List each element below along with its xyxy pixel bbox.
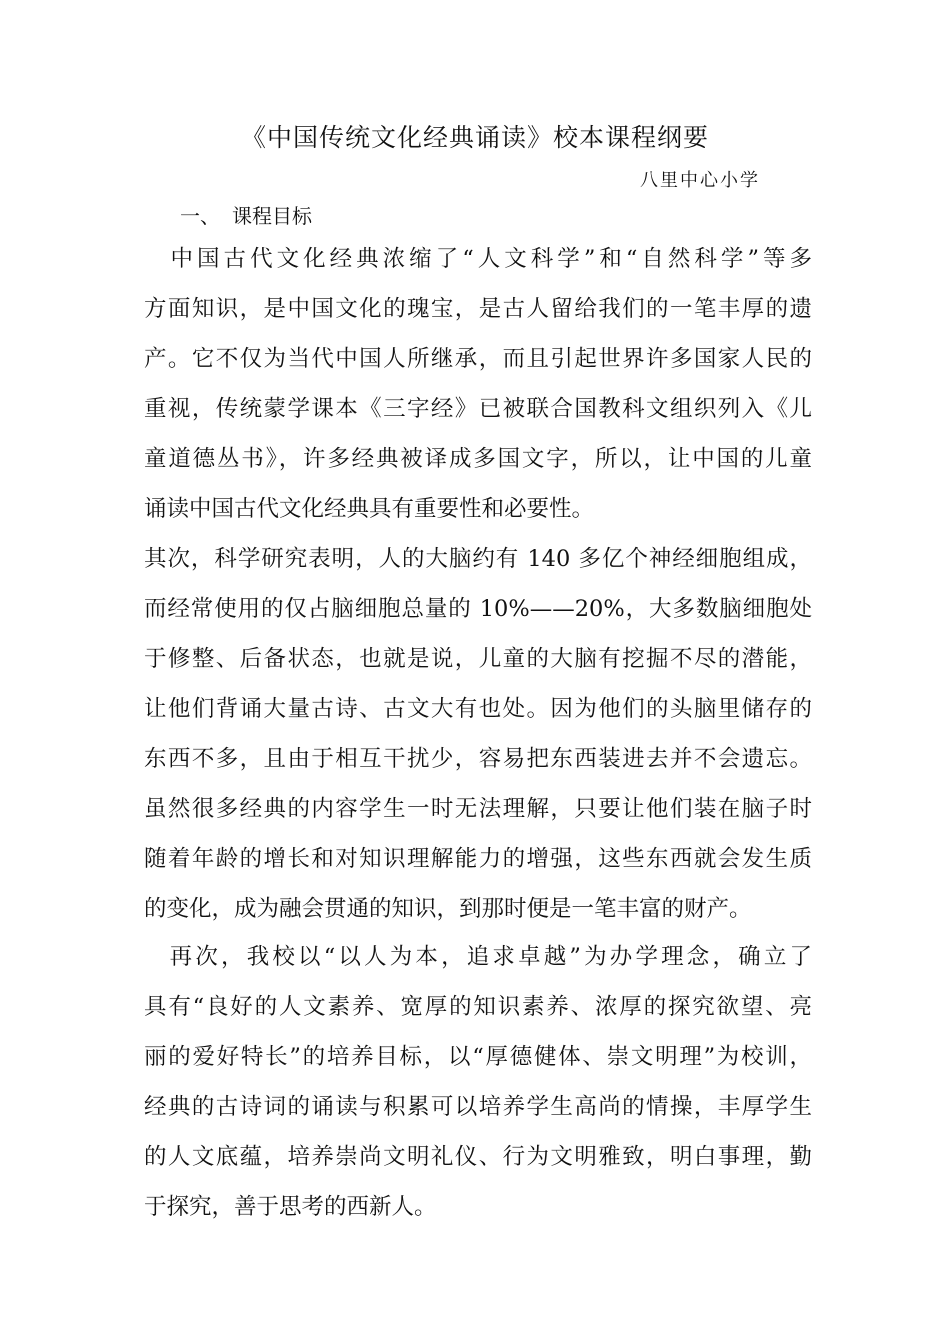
section-number: 一、 <box>180 204 220 228</box>
body-line: 的人文底蕴，培养崇尚文明礼仪、行为文明雅致，明白事理，勤 <box>144 1144 812 1170</box>
body-line: 产。它不仅为当代中国人所继承，而且引起世界许多国家人民的 <box>144 346 812 372</box>
body-line: 于探究，善于思考的西新人。 <box>144 1194 437 1220</box>
body-line: 让他们背诵大量古诗、古文大有也处。因为他们的头脑里储存的 <box>144 696 812 722</box>
body-line: 具有“良好的人文素养、宽厚的知识素养、浓厚的探究欲望、亮 <box>144 994 812 1020</box>
body-line: 童道德丛书》，许多经典被译成多国文字，所以，让中国的儿童 <box>144 446 812 472</box>
body-line: 再次，我校以“以人为本，追求卓越”为办学理念，确立了 <box>144 944 812 970</box>
body-line: 方面知识，是中国文化的瑰宝，是古人留给我们的一笔丰厚的遗 <box>144 296 812 322</box>
body-line: 的变化，成为融会贯通的知识，到那时便是一笔丰富的财产。 <box>144 896 752 922</box>
body-line: 随着年龄的增长和对知识理解能力的增强，这些东西就会发生质 <box>144 846 812 872</box>
body-line: 中国古代文化经典浓缩了“人文科学”和“自然科学”等多 <box>144 246 812 272</box>
body-line: 丽的爱好特长”的培养目标，以“厚德健体、崇文明理”为校训， <box>144 1044 812 1070</box>
section-label: 课程目标 <box>232 204 312 228</box>
body-line: 诵读中国古代文化经典具有重要性和必要性。 <box>144 496 595 522</box>
document-title: 《中国传统文化经典诵读》校本课程纲要 <box>240 123 709 152</box>
section-heading <box>180 200 312 229</box>
body-line: 其次，科学研究表明，人的大脑约有 140 多亿个神经细胞组成， <box>144 546 812 572</box>
body-line: 于修整、后备状态，也就是说，儿童的大脑有挖掘不尽的潜能， <box>144 646 812 672</box>
body-line: 东西不多，且由于相互干扰少，容易把东西装进去并不会遗忘。 <box>144 746 812 772</box>
body-line: 经典的古诗词的诵读与积累可以培养学生高尚的情操，丰厚学生 <box>144 1094 812 1120</box>
school-name: 八里中心小学 <box>640 170 760 191</box>
body-line: 而经常使用的仅占脑细胞总量的 10%——20%，大多数脑细胞处 <box>144 596 812 622</box>
body-line: 重视，传统蒙学课本《三字经》已被联合国教科文组织列入《儿 <box>144 396 812 422</box>
body-line: 虽然很多经典的内容学生一时无法理解，只要让他们装在脑子时 <box>144 796 812 822</box>
